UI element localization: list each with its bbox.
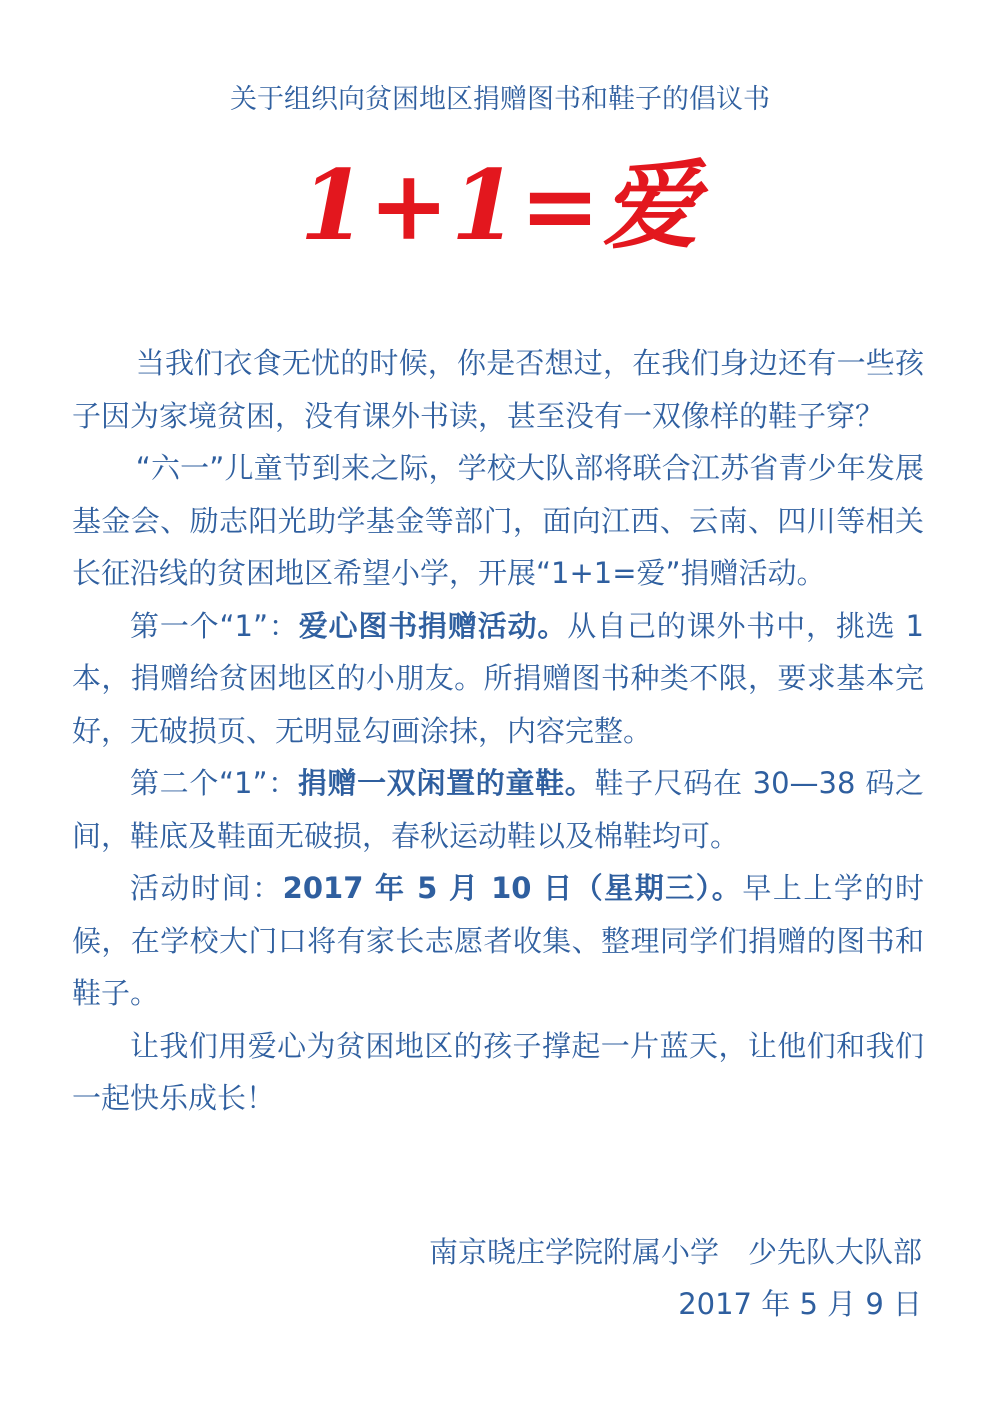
- paragraph-event: “六一”儿童节到来之际，学校大队部将联合江苏省青少年发展基金会、励志阳光助学基金等部门，面向江西、云南、四川等相关长征沿线的贫困地区希望小学，开展“1+1=爱”捐赠活动。: [72, 451, 924, 590]
- paragraph-closing: 让我们用爱心为贫困地区的孩子撑起一片蓝天，让他们和我们一起快乐成长！: [72, 1028, 924, 1115]
- event-time-prefix: 活动时间：: [130, 871, 283, 905]
- paragraph-book-donation: [72, 600, 924, 758]
- book-donation-heading: 爱心图书捐赠活动。: [298, 608, 568, 643]
- slogan-heading: 1+1=爱: [299, 149, 701, 262]
- signature-date: 2017 年 5 月 9 日: [678, 1287, 922, 1321]
- event-time-details: 早上上学的时候，在学校大门口将有家长志愿者收集、整理同学们捐赠的图书和鞋子。: [72, 871, 924, 1010]
- signature-block: [429, 1226, 922, 1330]
- paragraph-event-time: [72, 862, 924, 1020]
- signature-organization: 南京晓庄学院附属小学 少先队大队部: [428, 1235, 922, 1269]
- shoe-donation-details: 鞋子尺码在 30—38 码之间，鞋底及鞋面无破损，春秋运动鞋以及棉鞋均可。: [72, 766, 924, 853]
- document-body: [72, 337, 924, 1125]
- paragraph-shoe-donation: [72, 757, 924, 862]
- book-donation-prefix: 第一个“1”：: [130, 608, 299, 643]
- shoe-donation-heading: 捐赠一双闲置的童鞋。: [297, 766, 595, 800]
- shoe-donation-prefix: 第二个“1”：: [130, 766, 298, 800]
- event-time-date: 2017 年 5 月 10 日（星期三）。: [282, 871, 743, 905]
- paragraph-intro: 当我们衣食无忧的时候，你是否想过，在我们身边还有一些孩子因为家境贫困，没有课外书读，甚至没有一双像样的鞋子穿？: [72, 346, 924, 433]
- book-donation-details: 从自己的课外书中，挑选 1 本，捐赠给贫困地区的小朋友。所捐赠图书种类不限，要求基本完好，无破损页、无明显勾画涂抹，内容完整。: [72, 608, 925, 748]
- document-title: 关于组织向贫困地区捐赠图书和鞋子的倡议书: [230, 84, 770, 115]
